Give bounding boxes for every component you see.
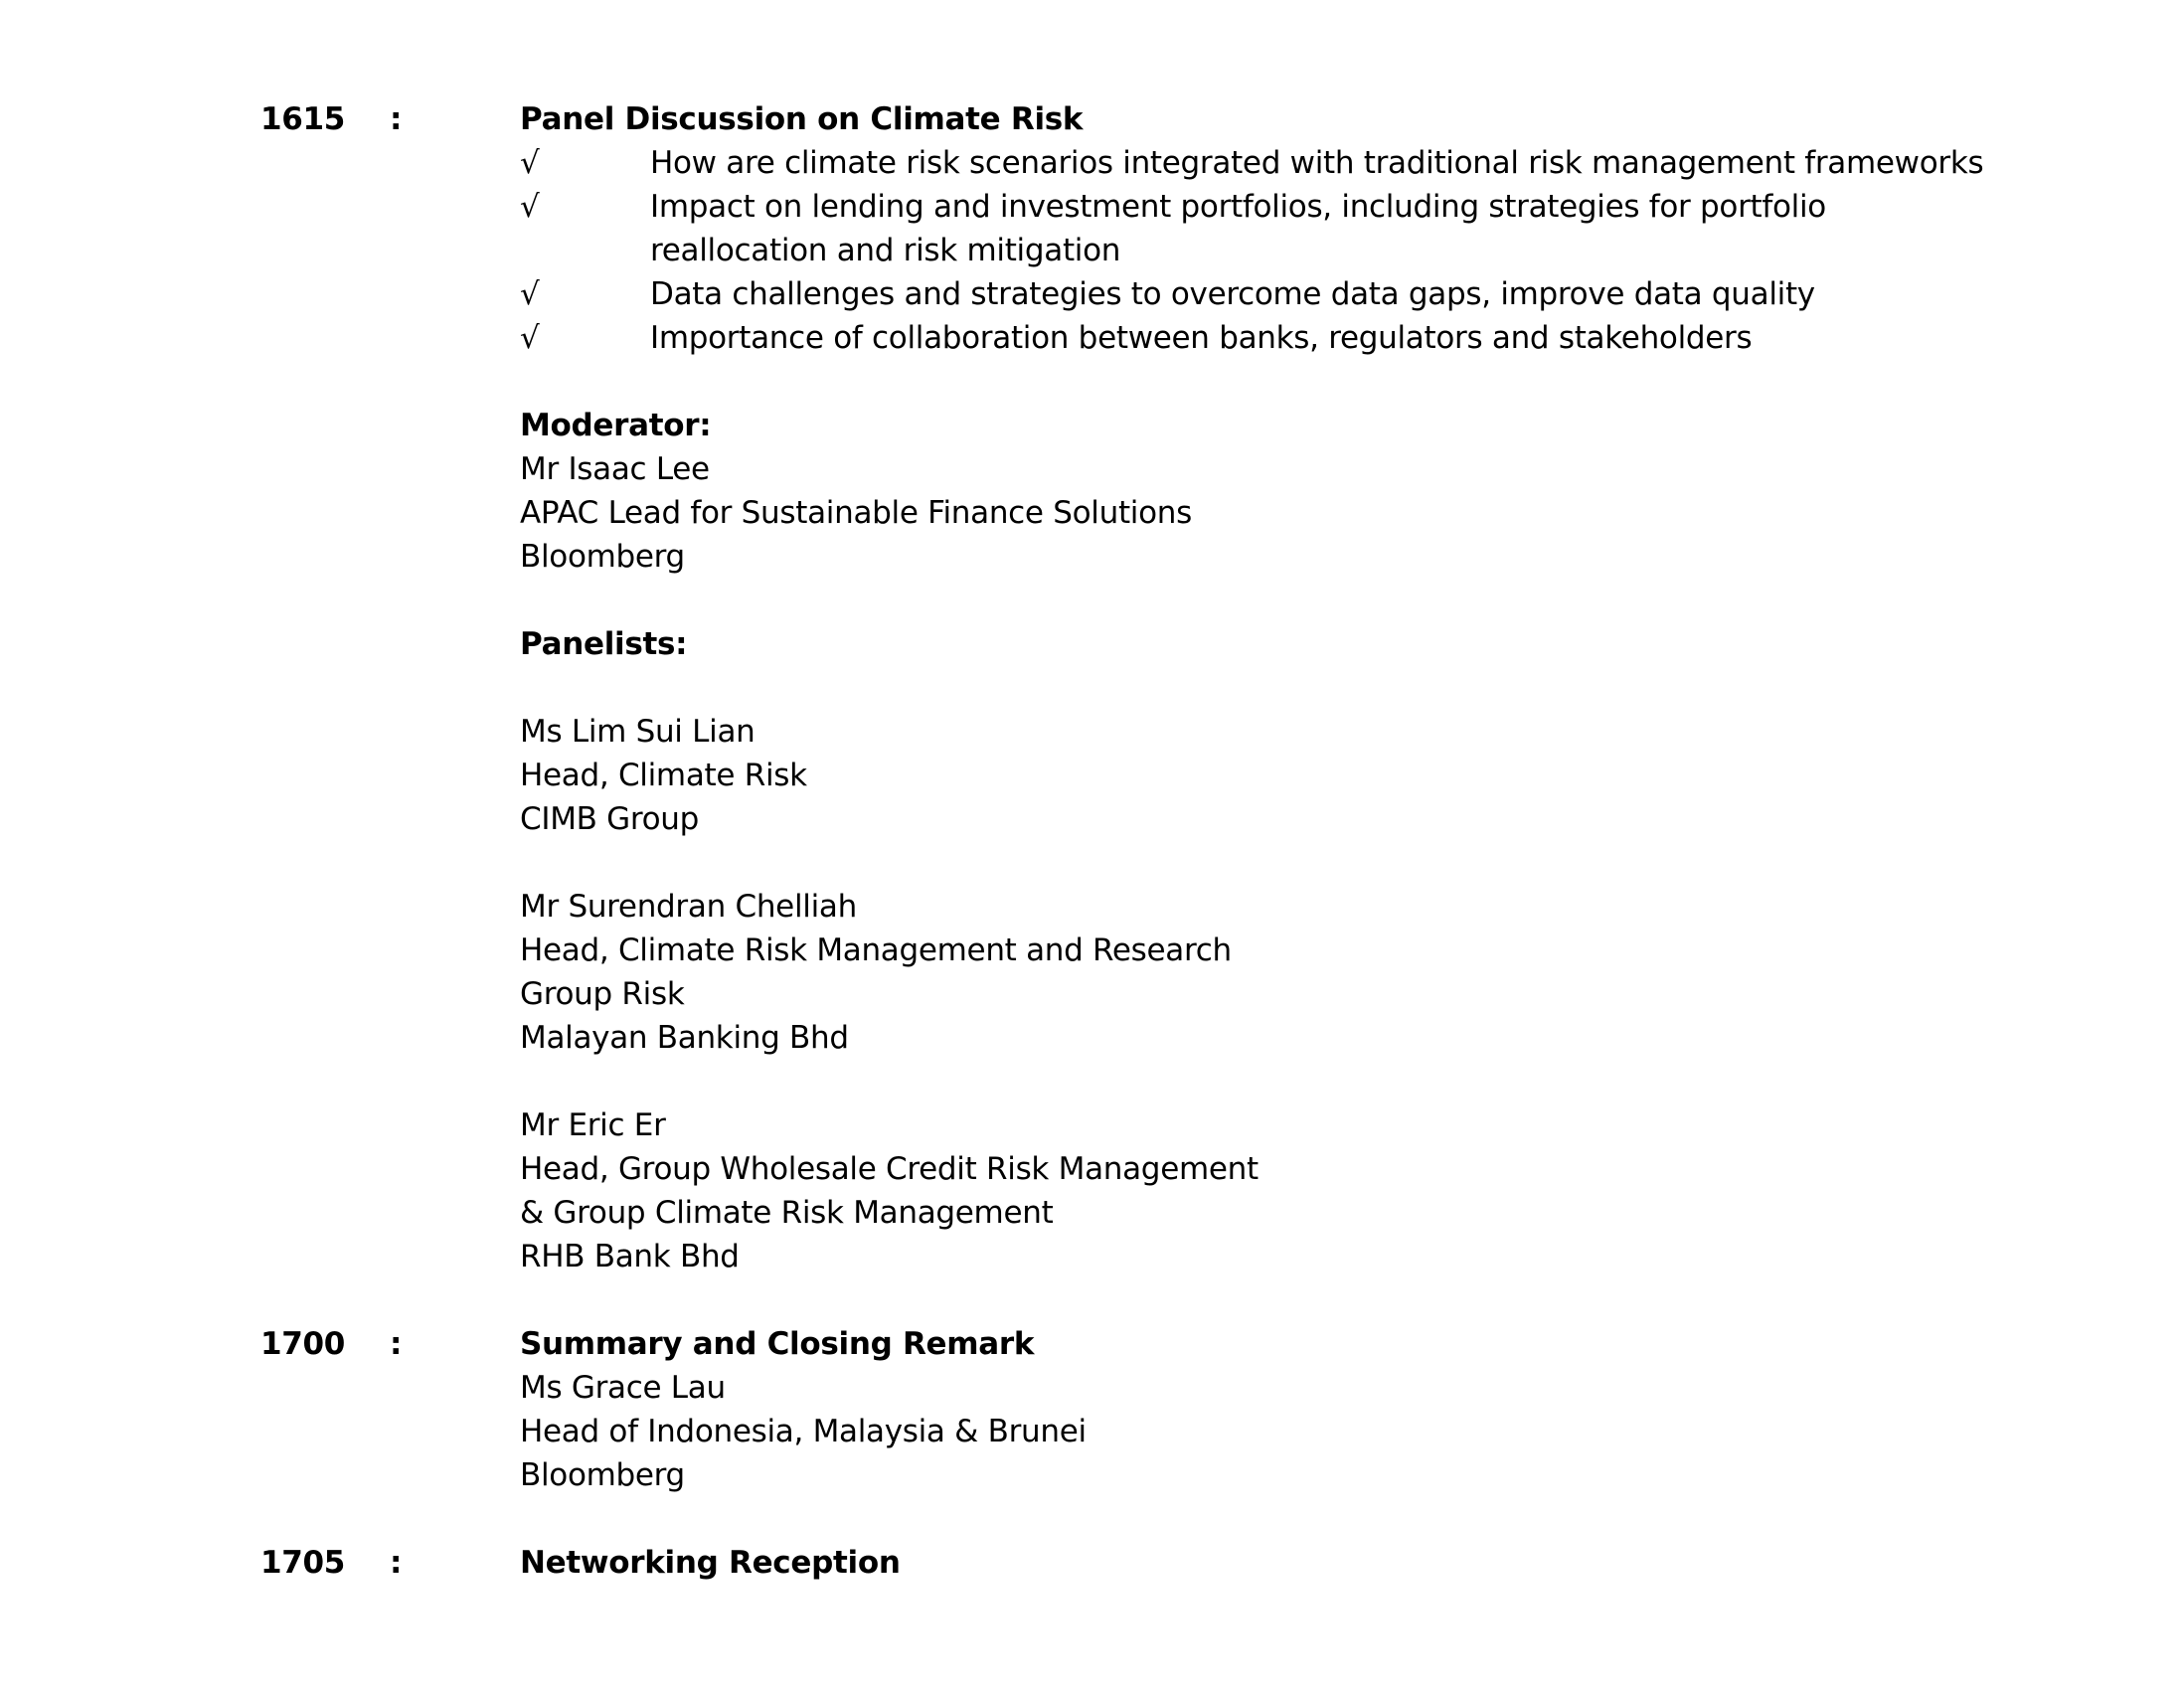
session-title: Summary and Closing Remark (520, 1326, 1035, 1362)
session-time: 1615 (260, 101, 346, 137)
bullet-text: Data challenges and strategies to overcome data gaps, improve data quality (650, 276, 1815, 312)
panelist-title: Head, Climate Risk Management and Research (520, 932, 1232, 968)
check-icon: √ (520, 189, 540, 225)
check-icon: √ (520, 320, 540, 356)
panelist-organization: RHB Bank Bhd (520, 1239, 740, 1274)
moderator-heading: Moderator: (520, 408, 712, 443)
speaker-name: Ms Grace Lau (520, 1370, 726, 1406)
panelist-organization: CIMB Group (520, 801, 700, 837)
bullet-text: Impact on lending and investment portfolios, including strategies for portfolio (650, 189, 1826, 225)
check-icon: √ (520, 145, 540, 181)
panelist-title: Head, Climate Risk (520, 758, 807, 793)
moderator-name: Mr Isaac Lee (520, 451, 710, 487)
panelist-name: Ms Lim Sui Lian (520, 714, 756, 750)
panelist-title: Head, Group Wholesale Credit Risk Management (520, 1151, 1259, 1187)
session-title: Networking Reception (520, 1545, 901, 1581)
panelist-name: Mr Surendran Chelliah (520, 889, 857, 925)
session-colon: : (390, 101, 403, 137)
session-title: Panel Discussion on Climate Risk (520, 101, 1084, 137)
session-colon: : (390, 1326, 403, 1362)
panelist-organization: Malayan Banking Bhd (520, 1020, 849, 1056)
panelist-department: Group Risk (520, 976, 685, 1012)
bullet-text-continuation: reallocation and risk mitigation (650, 233, 1121, 268)
panelists-heading: Panelists: (520, 626, 688, 662)
check-icon: √ (520, 276, 540, 312)
moderator-title: APAC Lead for Sustainable Finance Solutions (520, 495, 1192, 531)
speaker-title: Head of Indonesia, Malaysia & Brunei (520, 1414, 1087, 1449)
bullet-text: Importance of collaboration between banks, regulators and stakeholders (650, 320, 1753, 356)
session-time: 1700 (260, 1326, 346, 1362)
panelist-title-continuation: & Group Climate Risk Management (520, 1195, 1054, 1231)
session-colon: : (390, 1545, 403, 1581)
moderator-organization: Bloomberg (520, 539, 685, 575)
session-time: 1705 (260, 1545, 346, 1581)
bullet-text: How are climate risk scenarios integrated with traditional risk management frameworks (650, 145, 1984, 181)
speaker-organization: Bloomberg (520, 1457, 685, 1493)
panelist-name: Mr Eric Er (520, 1107, 666, 1143)
